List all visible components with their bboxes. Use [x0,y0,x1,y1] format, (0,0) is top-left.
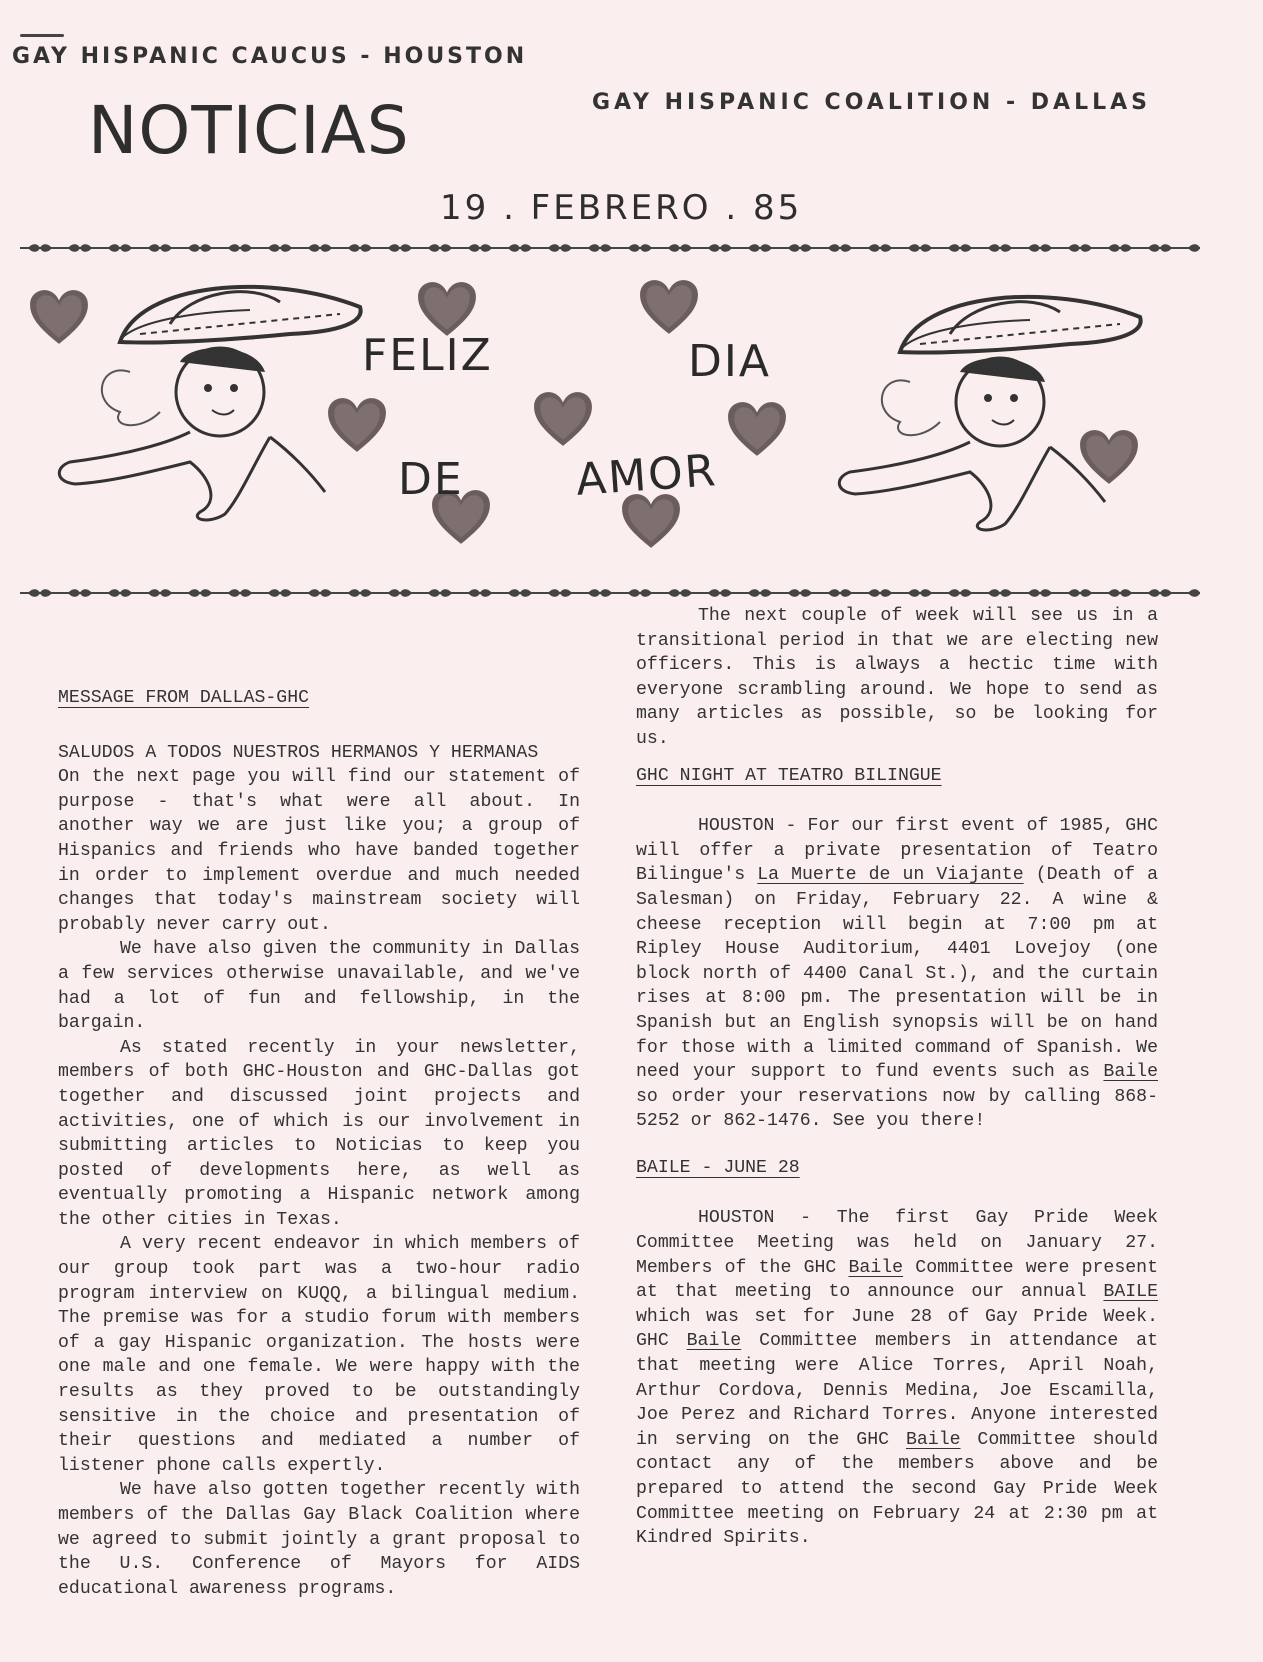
heart-icon [28,288,90,346]
banner-word-feliz: FELIZ [362,330,493,381]
paragraph: As stated recently in your newsletter, members of both GHC-Houston and GHC-Dallas got together and discussed joint projects and activities, one of which is our involvement in submitting articles to Noticias to keep you posted of developments here, as well as eventually promoting a Hispanic network among the other cities in Texas. [58,1037,580,1230]
banner-word-dia: DIA [688,336,771,387]
heart-icon [1078,428,1140,486]
right-column [636,604,1158,1551]
paragraph: The next couple of week will see us in a transitional period in that we are electing new officers. This is always a hectic time with everyone scrambling around. We hope to send as many articles as possible, so be looking for us. [636,606,1158,749]
section-heading-teatro: GHC NIGHT AT TEATRO BILINGUE [636,765,942,786]
left-column [58,686,580,1601]
section-heading-dallas: MESSAGE FROM DALLAS-GHC [58,688,310,708]
corner-mark [20,34,64,37]
greeting: SALUDOS A TODOS NUESTROS HERMANOS Y HERMANAS [58,742,539,763]
org-name-dallas: GAY HISPANIC COALITION - DALLAS [592,90,1151,115]
play-title: La Muerte de un Viajante [757,865,1024,886]
heart-icon [326,396,388,454]
valentine-banner [20,262,1210,592]
org-name-houston: GAY HISPANIC CAUCUS - HOUSTON [12,44,528,69]
banner-word-amor: AMOR [574,445,719,506]
issue-date: 19 . FEBRERO . 85 [440,188,803,228]
heart-icon [726,400,788,458]
heart-icon [532,390,594,448]
paragraph: We have also given the community in Dallas a few services otherwise unavailable, and we've had a lot of fun and fellowship, in the bargain. [58,939,580,1034]
paragraph: A very recent endeavor in which members of our group took part was a two-hour radio program interview on KUQQ, a bilingual medium. The premise was for a studio forum with members of a gay Hispanic organization. The hosts were one male and one female. We were happy with the results as they proved to be outstandingly sensitive in the choice and presentation of their questions and mediated a number of listener phone calls expertly. [58,1234,580,1476]
masthead-title: NOTICIAS [88,92,410,169]
banner-word-de: DE [398,454,464,505]
teatro-article: HOUSTON - For our first event of 1985, GHC will offer a private presentation of Teatro Bilingue's La Muerte de un Viajante (Death of a Salesman) on Friday, February 22. A wine & cheese reception will begin at 7:00 pm at Ripley House Auditorium, 4401 Lovejoy (one block north of 4400 Canal St.), and the curtain rises at 8:00 pm. The presentation will be in Spanish but an English synopsis will be on hand for those with a limited command of Spanish. We need your support to fund events such as Baile so order your reservations now by calling 868-5252 or 862-1476. See you there! [636,816,1158,1132]
paragraph: We have also gotten together recently with members of the Dallas Gay Black Coalition where we agreed to submit jointly a grant proposal to the U.S. Conference of Mayors for AIDS educational awareness programs. [58,1480,580,1599]
paragraph: On the next page you will find our statement of purpose - that's what were all about. In another way we are just like you; a group of Hispanics and friends who have banded together in order to implement overdue and much needed changes that today's mainstream society will probably never carry out. [58,767,580,935]
bottom-ornamental-divider [20,586,1200,600]
baile-article: HOUSTON - The first Gay Pride Week Committee Meeting was held on January 27. Members of the GHC Baile Committee were present at that meeting to announce our annual BAILE which was set for June 28 of Gay Pride Week. GHC Baile Committee members in attendance at that meeting were Alice Torres, April Noah, Arthur Cordova, Dennis Medina, Joe Escamilla, Joe Perez and Richard Torres. Anyone interested in serving on the GHC Baile Committee should contact any of the members above and be prepared to attend the second Gay Pride Week Committee meeting on February 24 at 2:30 pm at Kindred Spirits. [636,1208,1159,1549]
heart-icon [638,278,700,336]
top-ornamental-divider [20,241,1200,255]
section-heading-baile: BAILE - JUNE 28 [636,1157,800,1178]
cherub-sombrero-icon [820,272,1150,542]
